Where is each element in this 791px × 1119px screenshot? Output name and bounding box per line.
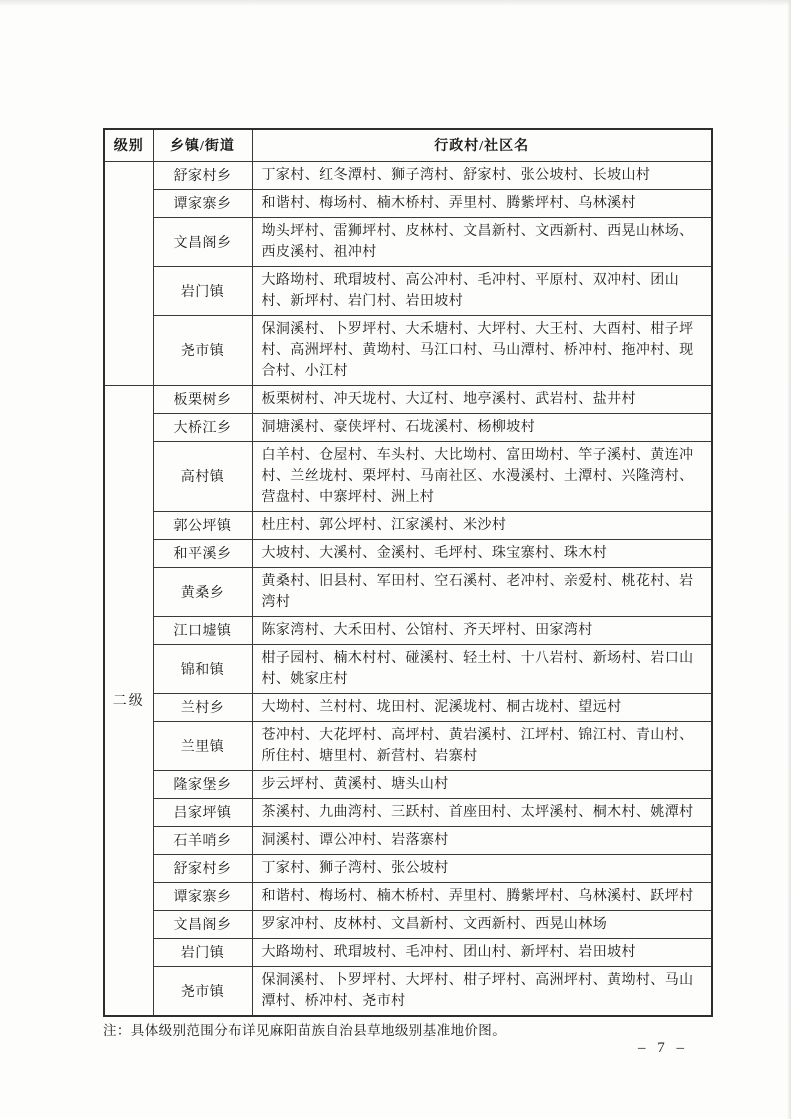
table-row xyxy=(104,189,712,217)
table-header xyxy=(104,129,712,161)
table-row xyxy=(104,938,712,966)
town-cell: 尧市镇 xyxy=(153,315,252,385)
villages-cell: 白羊村、仓屋村、车头村、大比坳村、富田坳村、竿子溪村、黄连冲村、兰丝垅村、栗坪村、马南社区、水漫溪村、土潭村、兴隆湾村、营盘村、中寨坪村、洲上村 xyxy=(252,441,712,511)
footnote: 注：具体级别范围分布详见麻阳苗族自治县草地级别基准地价图。 xyxy=(103,1022,507,1038)
table-row xyxy=(104,385,712,413)
villages-cell: 大坡村、大溪村、金溪村、毛坪村、珠宝寨村、珠木村 xyxy=(252,539,712,567)
table-row xyxy=(104,854,712,882)
town-cell: 兰村乡 xyxy=(153,693,252,721)
town-cell: 高村镇 xyxy=(153,441,252,511)
table-row xyxy=(104,567,712,616)
villages-cell: 板栗树村、冲天垅村、大辽村、地亭溪村、武岩村、盐井村 xyxy=(252,385,712,413)
town-cell: 黄桑乡 xyxy=(153,567,252,616)
table-row xyxy=(104,441,712,511)
table-row xyxy=(104,217,712,266)
town-cell: 谭家寨乡 xyxy=(153,882,252,910)
table-row xyxy=(104,882,712,910)
town-cell: 隆家堡乡 xyxy=(153,770,252,798)
scan-edge-right xyxy=(787,0,791,1119)
town-cell: 石羊哨乡 xyxy=(153,826,252,854)
land-grade-table xyxy=(103,128,713,1017)
villages-cell: 丁家村、狮子湾村、张公坡村 xyxy=(252,854,712,882)
villages-cell: 大路坳村、玳瑁坡村、毛冲村、团山村、新坪村、岩田坡村 xyxy=(252,938,712,966)
villages-cell: 和谐村、梅场村、楠木桥村、弄里村、腾紫坪村、乌林溪村、跃坪村 xyxy=(252,882,712,910)
villages-cell: 苍冲村、大花坪村、高坪村、黄岩溪村、江坪村、锦江村、青山村、所住村、塘里村、新营村、岩寨村 xyxy=(252,721,712,770)
table-row xyxy=(104,616,712,644)
villages-cell: 丁家村、红冬潭村、狮子湾村、舒家村、张公坡村、长坡山村 xyxy=(252,161,712,189)
table-row xyxy=(104,770,712,798)
town-cell: 郭公坪镇 xyxy=(153,511,252,539)
villages-cell: 保洞溪村、卜罗坪村、大坪村、柑子坪村、高洲坪村、黄坳村、马山潭村、桥冲村、尧市村 xyxy=(252,966,712,1016)
header-row xyxy=(104,129,712,161)
villages-cell: 坳头坪村、雷狮坪村、皮林村、文昌新村、文西新村、西晃山林场、西皮溪村、祖冲村 xyxy=(252,217,712,266)
villages-cell: 柑子园村、楠木村村、碰溪村、轻土村、十八岩村、新场村、岩口山村、姚家庄村 xyxy=(252,644,712,693)
villages-cell: 大路坳村、玳瑁坡村、高公冲村、毛冲村、平原村、双冲村、团山村、新坪村、岩门村、岩田坡村 xyxy=(252,266,712,315)
table-row xyxy=(104,693,712,721)
col-header-town: 乡镇/街道 xyxy=(153,129,252,161)
page-content xyxy=(103,128,712,1040)
town-cell: 锦和镇 xyxy=(153,644,252,693)
villages-cell: 洞溪村、谭公冲村、岩落寨村 xyxy=(252,826,712,854)
villages-cell: 保洞溪村、卜罗坪村、大禾塘村、大坪村、大王村、大酉村、柑子坪村、高洲坪村、黄坳村、马江口村、马山潭村、桥冲村、拖冲村、现合村、小江村 xyxy=(252,315,712,385)
villages-cell: 罗家冲村、皮林村、文昌新村、文西新村、西晃山林场 xyxy=(252,910,712,938)
table-row xyxy=(104,966,712,1016)
scan-edge-top xyxy=(0,0,791,6)
villages-cell: 大坳村、兰村村、垅田村、泥溪垅村、桐古垅村、望远村 xyxy=(252,693,712,721)
table-row xyxy=(104,413,712,441)
town-cell: 兰里镇 xyxy=(153,721,252,770)
level-cell-section-2: 二级 xyxy=(104,385,153,1016)
town-cell: 岩门镇 xyxy=(153,938,252,966)
town-cell: 舒家村乡 xyxy=(153,854,252,882)
town-cell: 尧市镇 xyxy=(153,966,252,1016)
table-body xyxy=(104,161,712,1016)
town-cell: 舒家村乡 xyxy=(153,161,252,189)
page-number: – 7 – xyxy=(638,1040,688,1056)
table-row xyxy=(104,315,712,385)
villages-cell: 和谐村、梅场村、楠木桥村、弄里村、腾紫坪村、乌林溪村 xyxy=(252,189,712,217)
table-row xyxy=(104,910,712,938)
table-row xyxy=(104,161,712,189)
villages-cell: 杜庄村、郭公坪村、江家溪村、米沙村 xyxy=(252,511,712,539)
town-cell: 大桥江乡 xyxy=(153,413,252,441)
col-header-villages: 行政村/社区名 xyxy=(252,129,712,161)
town-cell: 岩门镇 xyxy=(153,266,252,315)
town-cell: 板栗树乡 xyxy=(153,385,252,413)
town-cell: 文昌阁乡 xyxy=(153,910,252,938)
town-cell: 文昌阁乡 xyxy=(153,217,252,266)
town-cell: 吕家坪镇 xyxy=(153,798,252,826)
level-cell-section-1 xyxy=(104,161,153,385)
table-row xyxy=(104,721,712,770)
villages-cell: 茶溪村、九曲湾村、三跃村、首座田村、太坪溪村、桐木村、姚潭村 xyxy=(252,798,712,826)
table-row xyxy=(104,266,712,315)
town-cell: 和平溪乡 xyxy=(153,539,252,567)
col-header-level: 级别 xyxy=(104,129,153,161)
table-row xyxy=(104,644,712,693)
table-row xyxy=(104,826,712,854)
table-row xyxy=(104,511,712,539)
villages-cell: 黄桑村、旧县村、军田村、空石溪村、老冲村、亲爱村、桃花村、岩湾村 xyxy=(252,567,712,616)
table-row xyxy=(104,539,712,567)
villages-cell: 陈家湾村、大禾田村、公馆村、齐天坪村、田家湾村 xyxy=(252,616,712,644)
villages-cell: 洞塘溪村、豪侠坪村、石垅溪村、杨柳坡村 xyxy=(252,413,712,441)
villages-cell: 步云坪村、黄溪村、塘头山村 xyxy=(252,770,712,798)
table-row xyxy=(104,798,712,826)
town-cell: 谭家寨乡 xyxy=(153,189,252,217)
town-cell: 江口墟镇 xyxy=(153,616,252,644)
